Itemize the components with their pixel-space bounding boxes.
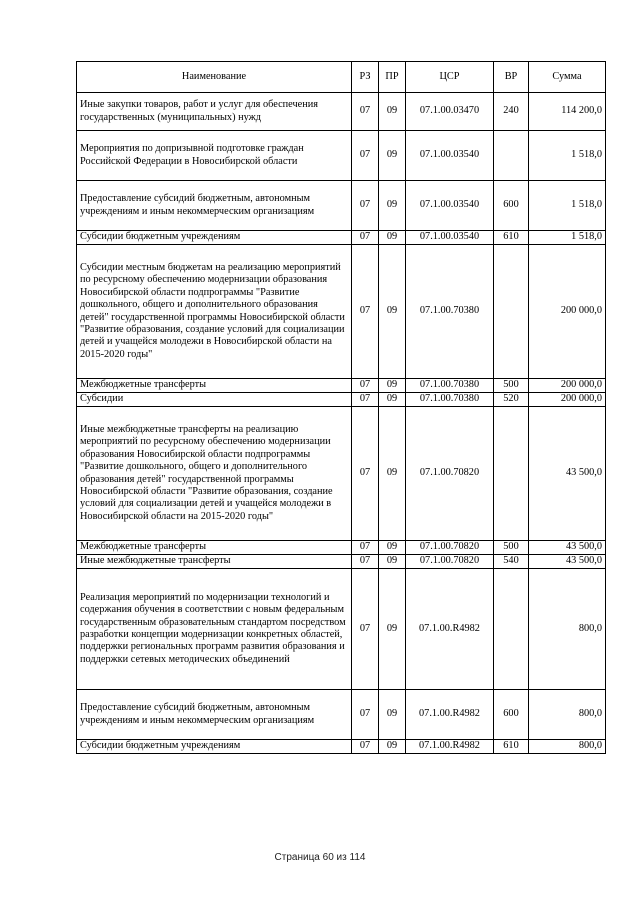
row-csr: 07.1.00.R4982 [406,690,494,740]
row-pr: 09 [379,541,406,555]
row-sum: 1 518,0 [529,181,606,231]
row-pr: 09 [379,379,406,393]
row-name: Предоставление субсидий бюджетным, автономным учреждениям и иным некоммерческим организациям [77,181,352,231]
table-row [77,245,606,379]
row-name: Мероприятия по допризывной подготовке граждан Российской Федерации в Новосибирской области [77,131,352,181]
header-pr: ПР [379,62,406,93]
row-sum: 1 518,0 [529,231,606,245]
row-sum: 200 000,0 [529,379,606,393]
row-rz: 07 [352,555,379,569]
table-row [77,407,606,541]
table-row [77,393,606,407]
row-vr: 610 [494,231,529,245]
page-number: Страница 60 из 114 [274,852,366,863]
row-csr: 07.1.00.R4982 [406,569,494,690]
row-pr: 09 [379,131,406,181]
row-pr: 09 [379,181,406,231]
row-name: Субсидии бюджетным учреждениям [77,740,352,754]
row-rz: 07 [352,93,379,131]
row-name: Субсидии [77,393,352,407]
row-name: Реализация мероприятий по модернизации технологий и содержания обучения в соответствии с новым федеральным государственным образовательным стандартом посредством разработки концепции модернизации конкретных областей, поддержки региональных программ развития образования и поддержки сетевых методических объединений [77,569,352,690]
row-sum: 200 000,0 [529,245,606,379]
row-sum: 43 500,0 [529,407,606,541]
row-name: Иные межбюджетные трансферты на реализацию мероприятий по ресурсному обеспечению модернизации образования Новосибирской области подпрограммы "Развитие дошкольного, общего и дополнительного образования детей" государственной программы Новосибирской области "Развитие образования, создание условий для социализации детей и учащейся молодежи в Новосибирской области на 2015-2020 годы" [77,407,352,541]
row-vr [494,245,529,379]
row-pr: 09 [379,740,406,754]
row-pr: 09 [379,569,406,690]
row-rz: 07 [352,131,379,181]
row-rz: 07 [352,407,379,541]
table-row [77,690,606,740]
row-rz: 07 [352,231,379,245]
row-name: Межбюджетные трансферты [77,379,352,393]
table-header-row [77,62,606,93]
row-sum: 43 500,0 [529,541,606,555]
row-csr: 07.1.00.70820 [406,407,494,541]
header-sum: Сумма [529,62,606,93]
row-vr: 500 [494,379,529,393]
row-csr: 07.1.00.03470 [406,93,494,131]
row-name: Предоставление субсидий бюджетным, автономным учреждениям и иным некоммерческим организациям [77,690,352,740]
row-csr: 07.1.00.70820 [406,555,494,569]
row-rz: 07 [352,740,379,754]
row-sum: 1 518,0 [529,131,606,181]
row-sum: 114 200,0 [529,93,606,131]
row-sum: 43 500,0 [529,555,606,569]
row-pr: 09 [379,407,406,541]
row-pr: 09 [379,393,406,407]
row-sum: 800,0 [529,740,606,754]
table-row [77,231,606,245]
row-sum: 800,0 [529,569,606,690]
table-row [77,181,606,231]
row-vr: 240 [494,93,529,131]
header-csr: ЦСР [406,62,494,93]
row-rz: 07 [352,181,379,231]
row-name: Субсидии бюджетным учреждениям [77,231,352,245]
table-row [77,541,606,555]
row-csr: 07.1.00.03540 [406,181,494,231]
row-pr: 09 [379,690,406,740]
row-pr: 09 [379,555,406,569]
header-name: Наименование [77,62,352,93]
row-rz: 07 [352,379,379,393]
row-pr: 09 [379,231,406,245]
row-name: Межбюджетные трансферты [77,541,352,555]
row-rz: 07 [352,541,379,555]
row-vr: 600 [494,690,529,740]
row-csr: 07.1.00.R4982 [406,740,494,754]
row-name: Субсидии местным бюджетам на реализацию мероприятий по ресурсному обеспечению модернизации образования Новосибирской области подпрограммы "Развитие дошкольного, общего и дополнительного образования детей" государственной программы Новосибирской области "Развитие образования, создание условий для социализации детей и учащейся молодежи в Новосибирской области на 2015-2020 годы" [77,245,352,379]
row-sum: 800,0 [529,690,606,740]
row-vr: 600 [494,181,529,231]
table-row [77,379,606,393]
row-rz: 07 [352,245,379,379]
row-rz: 07 [352,690,379,740]
row-vr: 610 [494,740,529,754]
row-rz: 07 [352,569,379,690]
row-vr: 500 [494,541,529,555]
budget-table [76,61,606,754]
row-pr: 09 [379,93,406,131]
row-csr: 07.1.00.70380 [406,245,494,379]
budget-sheet [76,61,605,754]
row-csr: 07.1.00.03540 [406,231,494,245]
row-csr: 07.1.00.70820 [406,541,494,555]
header-rz: РЗ [352,62,379,93]
header-vr: ВР [494,62,529,93]
row-vr [494,569,529,690]
row-name: Иные межбюджетные трансферты [77,555,352,569]
table-row [77,569,606,690]
row-sum: 200 000,0 [529,393,606,407]
row-csr: 07.1.00.70380 [406,379,494,393]
row-pr: 09 [379,245,406,379]
row-name: Иные закупки товаров, работ и услуг для обеспечения государственных (муниципальных) нужд [77,93,352,131]
table-row [77,131,606,181]
table-row [77,740,606,754]
table-row [77,555,606,569]
row-vr: 520 [494,393,529,407]
row-csr: 07.1.00.03540 [406,131,494,181]
row-vr: 540 [494,555,529,569]
row-vr [494,407,529,541]
row-vr [494,131,529,181]
table-row [77,93,606,131]
row-rz: 07 [352,393,379,407]
row-csr: 07.1.00.70380 [406,393,494,407]
